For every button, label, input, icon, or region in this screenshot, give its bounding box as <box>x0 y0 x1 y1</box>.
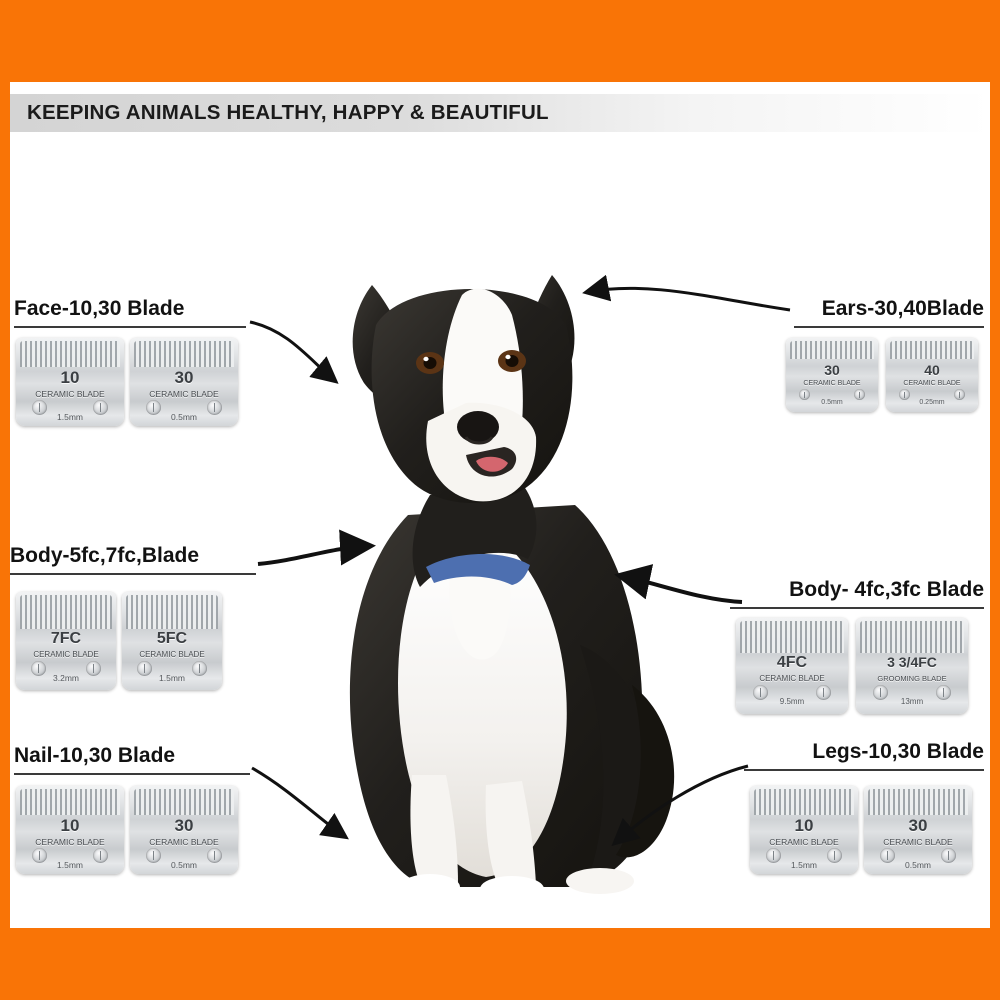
blade-teeth <box>890 341 974 359</box>
blade-teeth <box>134 789 234 815</box>
bottom-orange-bar <box>0 928 1000 1000</box>
blade-size: 1.5mm <box>57 412 83 422</box>
dog-illustration <box>280 215 700 905</box>
blade-type: CERAMIC BLADE <box>33 650 99 659</box>
tagline-text: KEEPING ANIMALS HEALTHY, HAPPY & BEAUTIFUL <box>27 101 549 124</box>
dog-photo <box>280 215 700 905</box>
blade-card-legs-2 <box>864 786 972 874</box>
blade-number: 30 <box>174 368 194 387</box>
blade-type: CERAMIC BLADE <box>35 837 105 847</box>
blade-number: 4FC <box>776 654 808 671</box>
blade-teeth <box>134 341 234 367</box>
blade-teeth <box>126 595 218 629</box>
blade-card-ears-1 <box>786 338 878 412</box>
blade-card-face-2 <box>130 338 238 426</box>
right-orange-edge <box>990 0 1000 1000</box>
blade-teeth <box>20 789 120 815</box>
blade-number: 30 <box>824 362 840 378</box>
blade-size: 0.5mm <box>171 412 197 422</box>
callout-label-legs: Legs-10,30 Blade <box>744 740 984 771</box>
blade-size: 1.5mm <box>159 673 185 683</box>
blade-card-body-right-1 <box>736 618 848 714</box>
blade-number: 10 <box>60 816 80 835</box>
blade-type: CERAMIC BLADE <box>759 674 825 683</box>
blade-number: 30 <box>174 816 194 835</box>
blade-number: 10 <box>794 816 814 835</box>
left-orange-edge <box>0 0 10 1000</box>
blade-card-body-left-1 <box>16 592 116 690</box>
top-orange-bar <box>0 0 1000 82</box>
blade-size: 0.5mm <box>905 860 931 870</box>
blade-size: 1.5mm <box>57 860 83 870</box>
callout-label-ears: Ears-30,40Blade <box>794 297 984 328</box>
blade-type: CERAMIC BLADE <box>139 650 205 659</box>
blade-size: 13mm <box>900 697 924 706</box>
blade-teeth <box>868 789 968 815</box>
blade-teeth <box>20 595 112 629</box>
callout-label-body-left: Body-5fc,7fc,Blade <box>10 544 256 575</box>
blade-card-face-1 <box>16 338 124 426</box>
callout-label-face: Face-10,30 Blade <box>14 297 246 328</box>
blade-card-ears-2 <box>886 338 978 412</box>
blade-teeth <box>860 621 964 653</box>
blade-teeth <box>790 341 874 359</box>
blade-type: CERAMIC BLADE <box>803 380 861 387</box>
blade-number: 7FC <box>50 630 82 647</box>
blade-size: 3.2mm <box>53 673 79 683</box>
blade-number: 3 3/4FC <box>887 654 937 670</box>
blade-card-legs-1 <box>750 786 858 874</box>
blade-size: 1.5mm <box>791 860 817 870</box>
blade-type: CERAMIC BLADE <box>35 389 105 399</box>
blade-type: CERAMIC BLADE <box>883 837 953 847</box>
callout-label-nail: Nail-10,30 Blade <box>14 744 250 775</box>
blade-type: CERAMIC BLADE <box>149 837 219 847</box>
blade-size: 9.5mm <box>779 697 805 706</box>
blade-teeth <box>20 341 120 367</box>
blade-size: 0.25mm <box>919 399 945 406</box>
blade-type: GROOMING BLADE <box>877 674 947 683</box>
blade-number: 30 <box>908 816 928 835</box>
blade-card-nail-1 <box>16 786 124 874</box>
blade-number: 10 <box>60 368 80 387</box>
blade-teeth <box>740 621 844 653</box>
blade-type: CERAMIC BLADE <box>769 837 839 847</box>
blade-card-body-right-2 <box>856 618 968 714</box>
blade-size: 0.5mm <box>171 860 197 870</box>
blade-number: 40 <box>924 362 940 378</box>
blade-size: 0.5mm <box>821 399 843 406</box>
tagline-strip <box>10 94 990 132</box>
blade-type: CERAMIC BLADE <box>903 380 961 387</box>
blade-number: 5FC <box>156 630 188 647</box>
callout-label-body-right: Body- 4fc,3fc Blade <box>730 578 984 609</box>
blade-teeth <box>754 789 854 815</box>
blade-type: CERAMIC BLADE <box>149 389 219 399</box>
blade-card-body-left-2 <box>122 592 222 690</box>
blade-card-nail-2 <box>130 786 238 874</box>
